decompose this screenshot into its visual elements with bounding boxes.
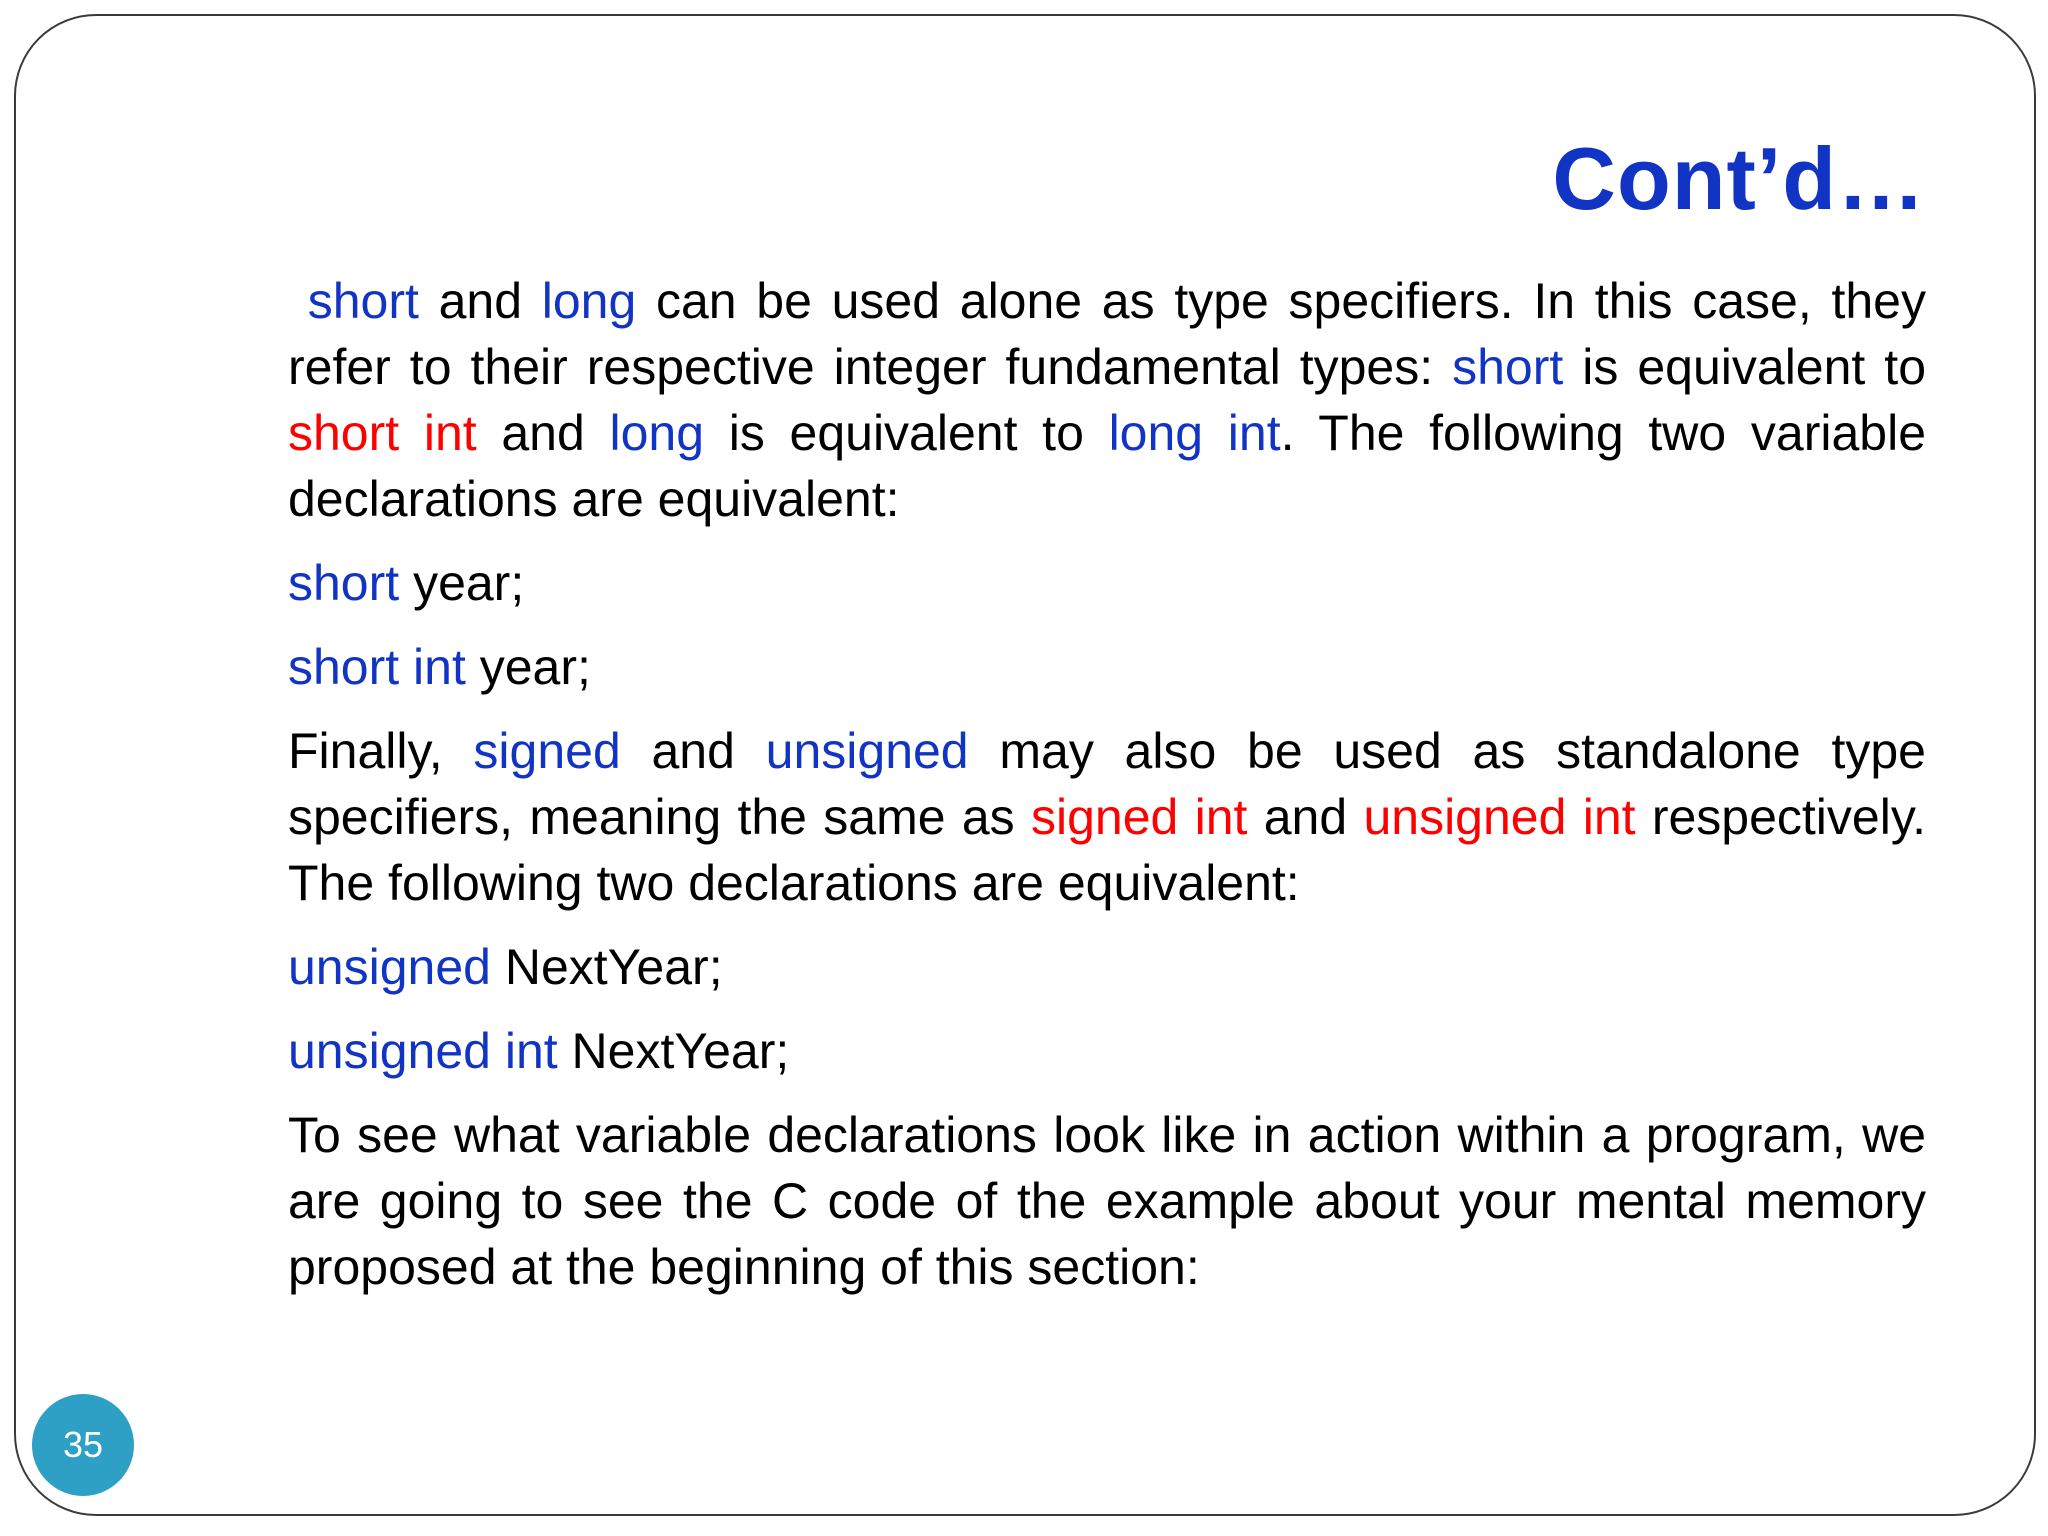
code-line-unsigned-nextyear	[288, 934, 1926, 1000]
text-run: may also be used as standalone type specifiers, meaning the same as	[288, 723, 1926, 845]
keyword-short: short	[307, 273, 419, 329]
code-text: NextYear;	[557, 1023, 790, 1079]
keyword-long: long	[541, 273, 637, 329]
code-keyword: unsigned int	[288, 1023, 558, 1079]
slide-title: Cont’d…	[1552, 129, 1926, 228]
text-run: . The following two variable declarations are equivalent:	[288, 405, 1927, 527]
paragraph-signed-unsigned	[288, 718, 1926, 916]
code-text: NextYear;	[490, 939, 723, 995]
paragraph-short-long	[288, 268, 1926, 532]
keyword-short-int: short int	[288, 405, 477, 461]
paragraph-see-in-action: To see what variable declarations look like in action within a program, we are going to see the C code of the example about your mental memory proposed at the beginning of this section:	[288, 1107, 1926, 1295]
text-run: Finally,	[288, 723, 474, 779]
keyword-short: short	[1452, 339, 1564, 395]
keyword-signed: signed	[473, 723, 621, 779]
page-number-badge: 35	[32, 1394, 134, 1496]
code-text: year;	[465, 639, 591, 695]
text-run: and	[1247, 789, 1364, 845]
text-run: is equivalent to	[704, 405, 1109, 461]
text-run: and	[476, 405, 610, 461]
code-line-short-year	[288, 550, 1926, 616]
text-run: and	[418, 273, 542, 329]
code-keyword: unsigned	[288, 939, 491, 995]
keyword-unsigned: unsigned	[765, 723, 969, 779]
keyword-unsigned-int: unsigned int	[1363, 789, 1636, 845]
text-run: can be used alone as type specifiers. In this case, they refer to their respective integer fundamental types:	[288, 273, 1926, 395]
keyword-signed-int: signed int	[1030, 789, 1248, 845]
text-run: and	[620, 723, 766, 779]
text-run: is equivalent to	[1563, 339, 1927, 395]
code-keyword: short	[288, 555, 400, 611]
text-run: respectively. The following two declarations are equivalent:	[288, 789, 1927, 911]
slide-body	[288, 268, 1926, 1300]
code-line-short-int-year	[288, 634, 1926, 700]
code-keyword: short int	[288, 639, 466, 695]
keyword-long-int: long int	[1108, 405, 1281, 461]
code-line-unsigned-int-nextyear	[288, 1018, 1926, 1084]
keyword-long: long	[609, 405, 705, 461]
code-text: year;	[399, 555, 525, 611]
